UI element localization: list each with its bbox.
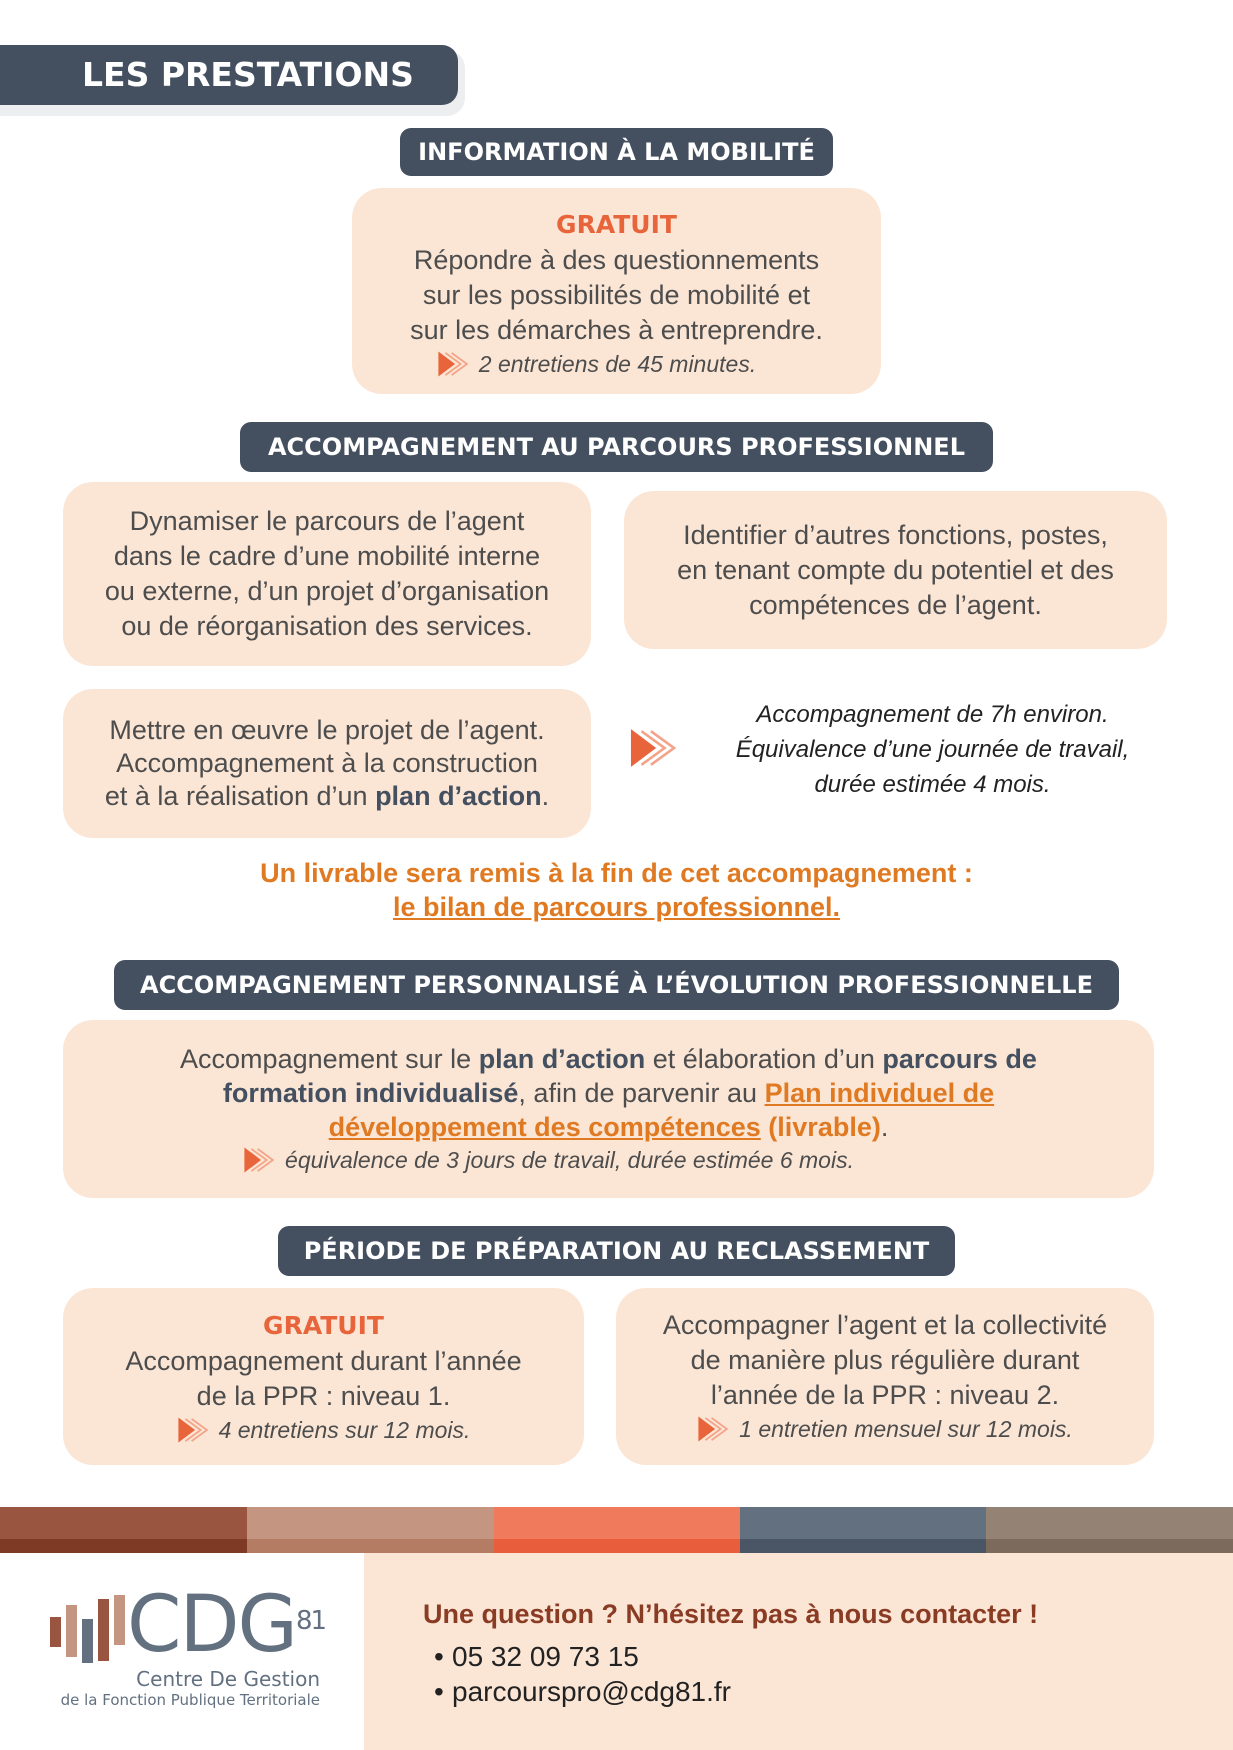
reclassement-box2-line-2: de manière plus régulière durant <box>690 1345 1080 1375</box>
contact-phone[interactable]: • 05 32 09 73 15 <box>434 1641 639 1672</box>
parcours-box-1 <box>63 482 591 666</box>
parcours-note-line-1: Accompagnement de 7h environ. <box>756 701 1109 728</box>
section-title-evolution: ACCOMPAGNEMENT PERSONNALISÉ À L’ÉVOLUTION PROFESSIONNELLE <box>114 960 1119 1010</box>
arrow-icon <box>437 350 469 378</box>
logo-text: CDG$^{81}$ <box>127 1580 326 1670</box>
parcours-box-2 <box>624 491 1167 649</box>
stripe-3 <box>494 1507 740 1553</box>
reclassement-box1-line-1: Accompagnement durant l’année <box>125 1345 522 1376</box>
arrow-icon <box>177 1416 209 1444</box>
reclassement-box2-note: 1 entretien mensuel sur 12 mois. <box>697 1413 1073 1445</box>
arrow-icon <box>628 727 678 769</box>
stripe-5 <box>986 1507 1233 1553</box>
parcours-box1-line-1: Dynamiser le parcours de l’agent <box>129 506 525 536</box>
mobilite-box <box>352 188 881 394</box>
mobilite-line-3: sur les démarches à entreprendre. <box>410 314 823 345</box>
logo-subtitle-2: de la Fonction Publique Territoriale <box>60 1691 320 1709</box>
reclassement-box2-line-1: Accompagner l’agent et la collectivité <box>662 1310 1108 1340</box>
mobilite-note: 2 entretiens de 45 minutes. <box>437 348 756 380</box>
arrow-icon <box>697 1415 729 1443</box>
parcours-note <box>625 697 1180 807</box>
cdg81-logo <box>45 1580 335 1715</box>
reclassement-box2-line-3: l’année de la PPR : niveau 2. <box>710 1380 1060 1410</box>
mobilite-line-1: Répondre à des questionnements <box>413 244 820 275</box>
reclassement-box-2 <box>616 1288 1154 1465</box>
livrable-link[interactable]: le bilan de parcours professionnel. <box>392 892 841 922</box>
page-title: LES PRESTATIONS <box>0 45 458 105</box>
reclassement-box-1 <box>63 1288 584 1465</box>
section-title-mobilite: INFORMATION À LA MOBILITÉ <box>400 128 833 176</box>
parcours-box1-line-4: ou de réorganisation des services. <box>121 611 533 641</box>
parcours-box2-line-2: en tenant compte du potentiel et des <box>677 554 1114 585</box>
arrow-icon <box>243 1146 275 1174</box>
livrable-notice <box>0 856 1233 924</box>
parcours-box-3 <box>63 689 591 838</box>
parcours-box3-line-3: et à la réalisation d’un plan d’action. <box>104 781 550 811</box>
parcours-note-line-2: Équivalence d’une journée de travail, <box>735 736 1130 763</box>
stripe-4 <box>740 1507 986 1553</box>
parcours-box1-line-2: dans le cadre d’une mobilité interne <box>113 541 541 571</box>
evolution-box: Accompagnement sur le plan d’action et élaboration d’un parcours de formation individualisé, afin de parvenir au Plan individuel de développement des compétences (livrable). équivalence de 3 jours de travail, durée estimée 6 mois. <box>63 1020 1154 1198</box>
parcours-box3-line-1: Mettre en œuvre le projet de l’agent. <box>109 715 545 745</box>
livrable-line-1: Un livrable sera remis à la fin de cet accompagnement : <box>260 858 973 888</box>
pidc-link-cont[interactable]: développement des compétences <box>328 1112 761 1142</box>
parcours-box2-line-1: Identifier d’autres fonctions, postes, <box>683 519 1108 550</box>
parcours-box1-line-3: ou externe, d’un projet d’organisation <box>104 576 550 606</box>
footer-question: Une question ? N’hésitez pas à nous contacter ! <box>423 1599 1039 1629</box>
parcours-box3-line-2: Accompagnement à la construction <box>116 748 538 778</box>
plan-action-bold: plan d’action <box>375 781 542 811</box>
reclassement-box1-line-2: de la PPR : niveau 1. <box>196 1380 451 1411</box>
mobilite-line-2: sur les possibilités de mobilité et <box>422 279 811 310</box>
parcours-note-line-3: durée estimée 4 mois. <box>814 771 1051 798</box>
section-title-reclassement: PÉRIODE DE PRÉPARATION AU RECLASSEMENT <box>278 1226 955 1276</box>
contact-email[interactable]: • parcourspro@cdg81.fr <box>434 1676 732 1707</box>
gratuit-badge: GRATUIT <box>556 209 677 239</box>
gratuit-badge: GRATUIT <box>263 1310 384 1340</box>
logo-subtitle-1: Centre De Gestion <box>136 1667 320 1691</box>
stripe-2 <box>247 1507 494 1553</box>
pidc-link[interactable]: Plan individuel de <box>764 1078 995 1108</box>
logo-bars-icon <box>50 1595 130 1665</box>
parcours-box2-line-3: compétences de l’agent. <box>749 589 1042 620</box>
evolution-note: équivalence de 3 jours de travail, durée estimée 6 mois. <box>243 1144 854 1176</box>
section-title-parcours: ACCOMPAGNEMENT AU PARCOURS PROFESSIONNEL <box>240 422 993 472</box>
reclassement-box1-note: 4 entretiens sur 12 mois. <box>177 1414 471 1446</box>
stripe-1 <box>0 1507 247 1553</box>
